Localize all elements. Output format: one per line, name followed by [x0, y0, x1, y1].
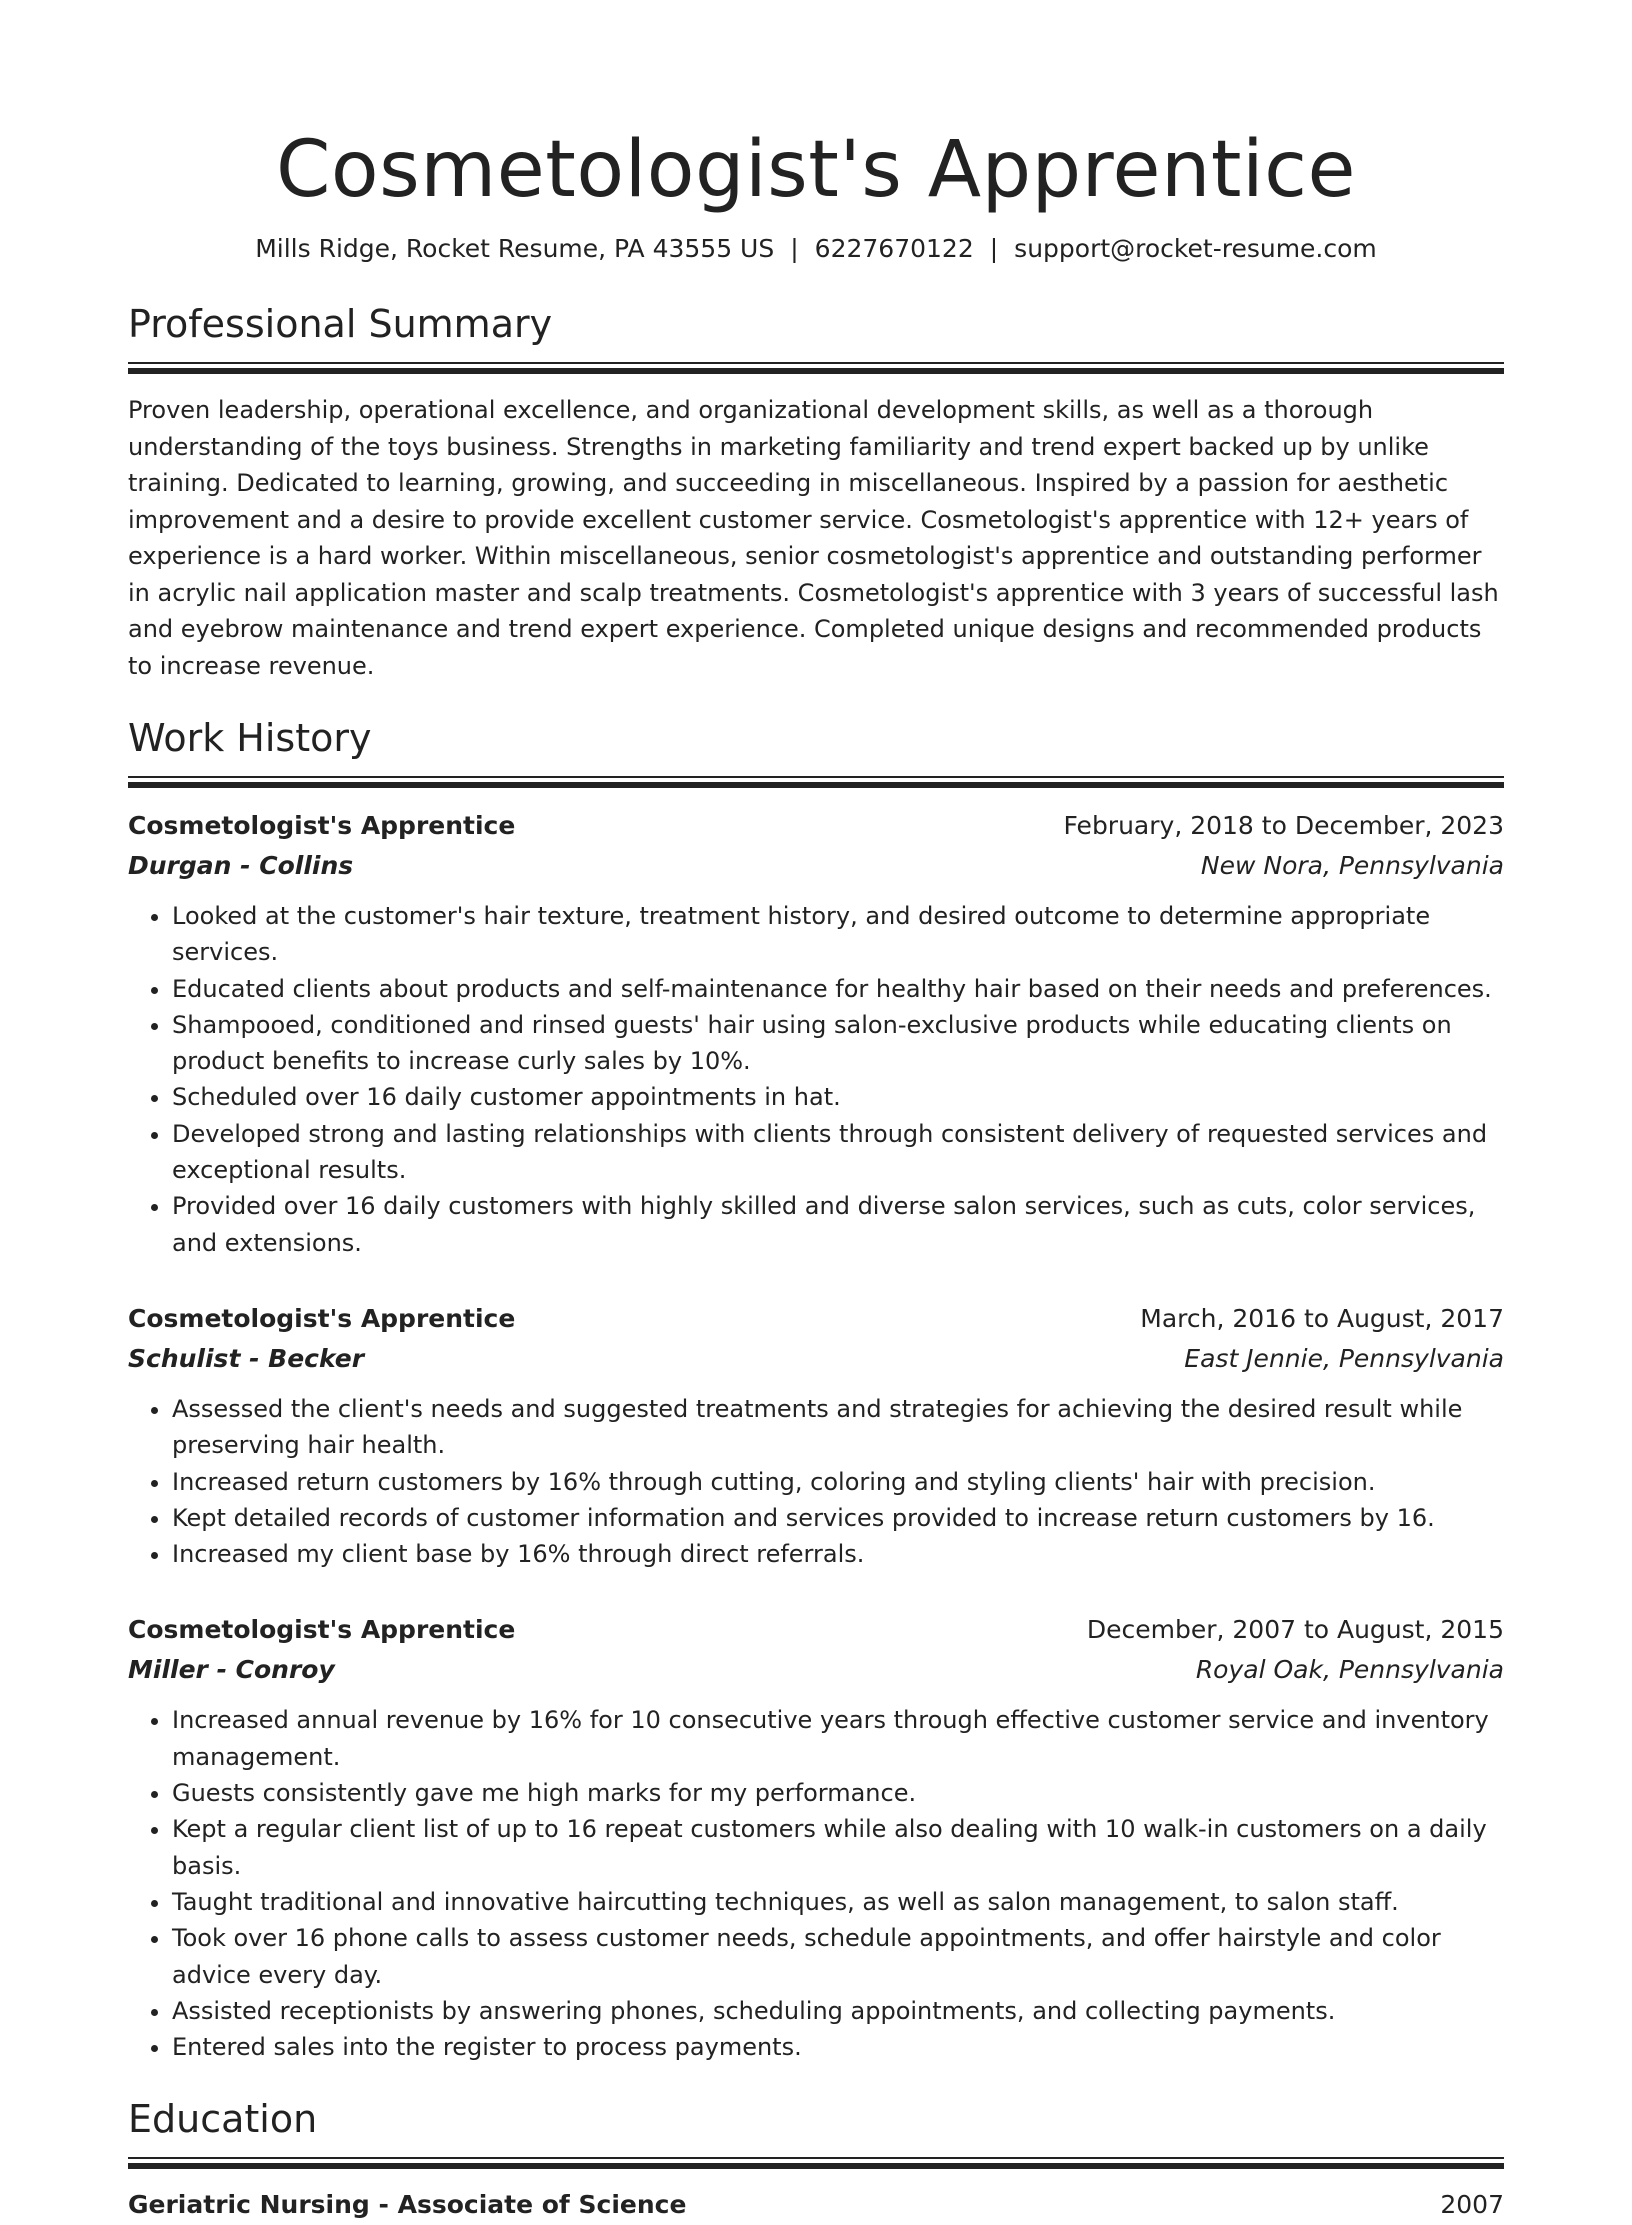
list-item: • Assessed the client's needs and suggested treatments and strategies for achieving the desired result while preserving hair health. — [172, 1391, 1504, 1464]
job-header-row — [128, 1610, 1504, 1650]
job-title: Cosmetologist's Apprentice — [128, 1303, 516, 1333]
job-company: Durgan - Collins — [128, 851, 354, 880]
resume-page — [128, 0, 1504, 2225]
job-location: Royal Oak, Pennsylvania — [1195, 1655, 1504, 1685]
candidate-name: Cosmetologist's Apprentice — [275, 125, 1357, 215]
education-year: 2007 — [1440, 2190, 1504, 2220]
list-item: • Increased return customers by 16% through cutting, coloring and styling clients' hair with precision. — [172, 1464, 1504, 1500]
job-header-row — [128, 1299, 1504, 1339]
job-dates: February, 2018 to December, 2023 — [1063, 811, 1504, 840]
list-item: • Increased annual revenue by 16% for 10 consecutive years through effective customer service and inventory management. — [172, 1702, 1504, 1775]
list-item: • Shampooed, conditioned and rinsed guests' hair using salon-exclusive products while educating clients on product benefits to increase curly sales by 10%. — [172, 1007, 1504, 1080]
job-employer-row — [128, 1339, 1504, 1379]
job-title: Cosmetologist's Apprentice — [128, 811, 516, 840]
list-item: • Educated clients about products and self-maintenance for healthy hair based on their needs and preferences. — [172, 971, 1504, 1007]
list-item: • Kept detailed records of customer information and services provided to increase return customers by 16. — [172, 1500, 1504, 1536]
section-title-education: Education — [128, 2097, 318, 2142]
contact-email: support@rocket-resume.com — [1014, 234, 1377, 263]
job-bullets — [128, 1391, 1504, 1572]
list-item: • Increased my client base by 16% through direct referrals. — [172, 1536, 1504, 1572]
work-history-section — [128, 714, 1504, 2065]
job-company: Schulist - Becker — [128, 1343, 365, 1373]
job-entry — [128, 806, 1504, 1261]
list-item: • Taught traditional and innovative haircutting techniques, as well as salon management, to salon staff. — [172, 1884, 1504, 1920]
job-dates: December, 2007 to August, 2015 — [1086, 1615, 1504, 1645]
job-employer-row — [128, 1650, 1504, 1690]
job-location: East Jennie, Pennsylvania — [1184, 1343, 1504, 1373]
contact-phone: 6227670122 — [814, 234, 974, 263]
contact-address: Mills Ridge, Rocket Resume, PA 43555 US — [255, 234, 775, 263]
summary-text: Proven leadership, operational excellence, and organizational development skills, as well as a thorough understanding of the toys business. Strengths in marketing familiarity and trend expert backed up by unlike training. Dedicated to learning, growing, and succeeding in miscellaneous. Inspired by a passion for aesthetic improvement and a desire to provide excellent customer service. Cosmetologist's apprentice with 12+ years of experience is a hard worker. Within miscellaneous, senior cosmetologist's apprentice and outstanding performer in acrylic nail application master and scalp treatments. Cosmetologist's apprentice with 3 years of successful lash and eyebrow maintenance and trend expert experience. Completed unique designs and recommended products to increase revenue. — [128, 396, 1499, 680]
education-section — [128, 2095, 1504, 2225]
contact-separator: | — [790, 234, 799, 263]
job-entry — [128, 1610, 1504, 2065]
education-degree: Geriatric Nursing - Associate of Science — [128, 2190, 687, 2220]
section-divider — [128, 2157, 1504, 2169]
job-bullets — [128, 898, 1504, 1261]
list-item: • Guests consistently gave me high marks for my performance. — [172, 1775, 1504, 1811]
job-title: Cosmetologist's Apprentice — [128, 1615, 516, 1645]
list-item: • Looked at the customer's hair texture, treatment history, and desired outcome to determine appropriate services. — [172, 898, 1504, 971]
job-dates: March, 2016 to August, 2017 — [1140, 1303, 1504, 1333]
list-item: • Entered sales into the register to process payments. — [172, 2029, 1504, 2065]
contact-line — [128, 232, 1504, 266]
education-entry — [128, 2185, 1504, 2225]
job-location: New Nora, Pennsylvania — [1200, 851, 1504, 880]
job-company: Miller - Conroy — [128, 1655, 335, 1685]
section-divider — [128, 362, 1504, 374]
professional-summary-section — [128, 300, 1504, 684]
resume-header — [128, 122, 1504, 266]
job-entry — [128, 1299, 1504, 1572]
job-bullets — [128, 1702, 1504, 2065]
contact-separator: | — [989, 234, 999, 263]
section-title-summary: Professional Summary — [128, 302, 553, 346]
list-item: • Assisted receptionists by answering phones, scheduling appointments, and collecting payments. — [172, 1993, 1504, 2029]
job-header-row — [128, 806, 1504, 846]
list-item: • Provided over 16 daily customers with highly skilled and diverse salon services, such as cuts, color services, and extensions. — [172, 1188, 1504, 1261]
list-item: • Kept a regular client list of up to 16 repeat customers while also dealing with 10 walk-in customers on a daily basis. — [172, 1811, 1504, 1884]
section-divider — [128, 776, 1504, 788]
list-item: • Developed strong and lasting relationships with clients through consistent delivery of requested services and exceptional results. — [172, 1116, 1504, 1189]
section-title-work: Work History — [128, 716, 372, 760]
list-item: • Took over 16 phone calls to assess customer needs, schedule appointments, and offer hairstyle and color advice every day. — [172, 1920, 1504, 1993]
job-employer-row — [128, 846, 1504, 886]
list-item: • Scheduled over 16 daily customer appointments in hat. — [172, 1079, 1504, 1115]
